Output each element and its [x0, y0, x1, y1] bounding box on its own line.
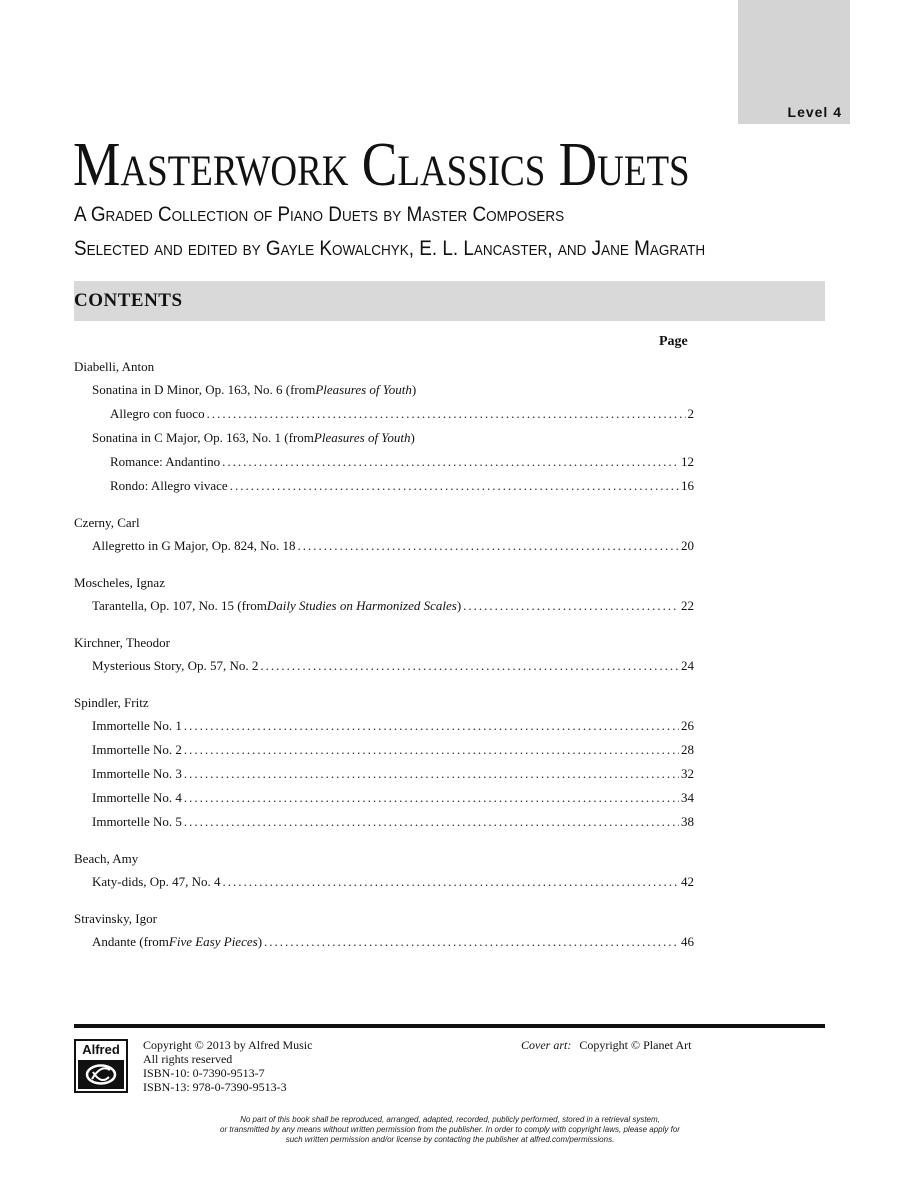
book-subtitle: A Graded Collection of Piano Duets by Master Composers	[74, 203, 565, 226]
page-number: 28	[681, 742, 694, 757]
logo-text: Alfred	[76, 1041, 126, 1059]
toc-entry	[74, 534, 694, 558]
rights-line: All rights reserved	[143, 1052, 233, 1066]
page-number: 20	[681, 538, 694, 553]
entry-title: Allegretto in G Major, Op. 824, No. 18	[92, 538, 296, 553]
dot-leader	[184, 762, 679, 786]
contents-heading: CONTENTS	[74, 290, 183, 311]
copyright-block	[143, 1038, 312, 1094]
entry-collection: Daily Studies on Harmonized Scales	[266, 598, 457, 613]
page-column-label: Page	[659, 334, 688, 349]
page-number: 32	[681, 766, 694, 781]
entry-title-tail: )	[456, 598, 462, 613]
cover-art-credit	[521, 1038, 691, 1052]
cover-art-value: Copyright © Planet Art	[579, 1038, 692, 1052]
toc-entry	[74, 714, 694, 738]
toc-entry	[74, 786, 694, 810]
entry-title: Romance: Andantino	[110, 454, 221, 469]
entry-title: Immortelle No. 1	[92, 718, 182, 733]
entry-title: Immortelle No. 2	[92, 742, 182, 757]
entry-title: Allegro con fuoco	[110, 406, 205, 421]
entry-title-tail: )	[411, 382, 417, 397]
isbn13-line: ISBN-13: 978-0-7390-9513-3	[143, 1080, 287, 1094]
page-number: 26	[681, 718, 694, 733]
page-number: 38	[681, 814, 694, 829]
page-number: 34	[681, 790, 694, 805]
entry-title: Katy-dids, Op. 47, No. 4	[92, 874, 221, 889]
composer-name: Spindler, Fritz	[74, 695, 149, 710]
cover-art-label: Cover art:	[521, 1038, 572, 1052]
composer-name: Kirchner, Theodor	[74, 635, 170, 650]
page-number: 24	[681, 658, 694, 673]
page-number: 22	[681, 598, 694, 613]
dot-leader	[223, 870, 679, 894]
toc-entry	[74, 594, 694, 618]
entry-title: Immortelle No. 4	[92, 790, 182, 805]
dot-leader	[297, 534, 679, 558]
footer-rule	[74, 1024, 825, 1028]
legal-line: No part of this book shall be reproduced, arranged, adapted, recorded, publicly performed, stored in a retrieval system,	[240, 1115, 660, 1124]
level-tab	[738, 0, 850, 124]
page-number: 2	[687, 406, 694, 421]
entry-collection: Pleasures of Youth	[313, 430, 411, 445]
composer-name: Czerny, Carl	[74, 515, 140, 530]
toc-entry	[74, 654, 694, 678]
book-title: Masterwork Classics Duets	[73, 131, 690, 199]
entry-title: Sonatina in C Major, Op. 163, No. 1 (from	[92, 430, 314, 445]
contents-heading-bar	[74, 281, 825, 321]
composer-name: Beach, Amy	[74, 851, 139, 866]
legal-notice	[100, 1115, 800, 1145]
toc-entry	[74, 402, 694, 426]
toc-entry	[74, 762, 694, 786]
entry-collection: Pleasures of Youth	[315, 382, 412, 397]
isbn10-line: ISBN-10: 0-7390-9513-7	[143, 1066, 265, 1080]
toc-entry	[74, 378, 694, 402]
composer-name: Stravinsky, Igor	[74, 911, 157, 926]
toc-entry	[74, 930, 694, 954]
level-label: Level 4	[787, 104, 842, 120]
entry-title: Andante (from	[92, 934, 169, 949]
page-number: 16	[681, 478, 694, 493]
dot-leader	[184, 738, 679, 762]
entry-title: Mysterious Story, Op. 57, No. 2	[92, 658, 259, 673]
legal-line: such written permission and/or license by contacting the publisher at alfred.com/permissions.	[285, 1135, 615, 1144]
entry-title: Sonatina in D Minor, Op. 163, No. 6 (from	[92, 382, 316, 397]
book-editors: Selected and edited by Gayle Kowalchyk, E. L. Lancaster, and Jane Magrath	[74, 237, 706, 260]
toc-entry	[74, 810, 694, 834]
dot-leader	[184, 810, 679, 834]
toc-entry	[74, 738, 694, 762]
page-number: 42	[681, 874, 694, 889]
composer-name: Moscheles, Ignaz	[74, 575, 165, 590]
entry-title: Rondo: Allegro vivace	[110, 478, 228, 493]
dot-leader	[222, 450, 679, 474]
entry-title: Immortelle No. 5	[92, 814, 182, 829]
publisher-logo	[74, 1039, 128, 1093]
legal-line: or transmitted by any means without written permission from the publisher. In order to comply with copyright laws, please apply for	[220, 1125, 680, 1134]
dot-leader	[463, 594, 679, 618]
page-number: 46	[681, 934, 694, 949]
toc-entry	[74, 870, 694, 894]
dot-leader	[230, 474, 679, 498]
table-of-contents	[74, 356, 694, 954]
toc-entry	[74, 474, 694, 498]
entry-title-tail: )	[410, 430, 415, 445]
alfred-logo-icon	[78, 1060, 124, 1089]
dot-leader	[207, 402, 686, 426]
dot-leader	[184, 714, 679, 738]
dot-leader	[264, 930, 679, 954]
toc-entry	[74, 426, 694, 450]
entry-title: Tarantella, Op. 107, No. 15 (from	[92, 598, 267, 613]
dot-leader	[260, 654, 679, 678]
dot-leader	[184, 786, 679, 810]
entry-title: Immortelle No. 3	[92, 766, 182, 781]
composer-name: Diabelli, Anton	[74, 359, 155, 374]
page-number: 12	[681, 454, 694, 469]
entry-title-tail: )	[257, 934, 263, 949]
toc-entry	[74, 450, 694, 474]
copyright-line: Copyright © 2013 by Alfred Music	[143, 1038, 313, 1052]
entry-collection: Five Easy Pieces	[168, 934, 258, 949]
